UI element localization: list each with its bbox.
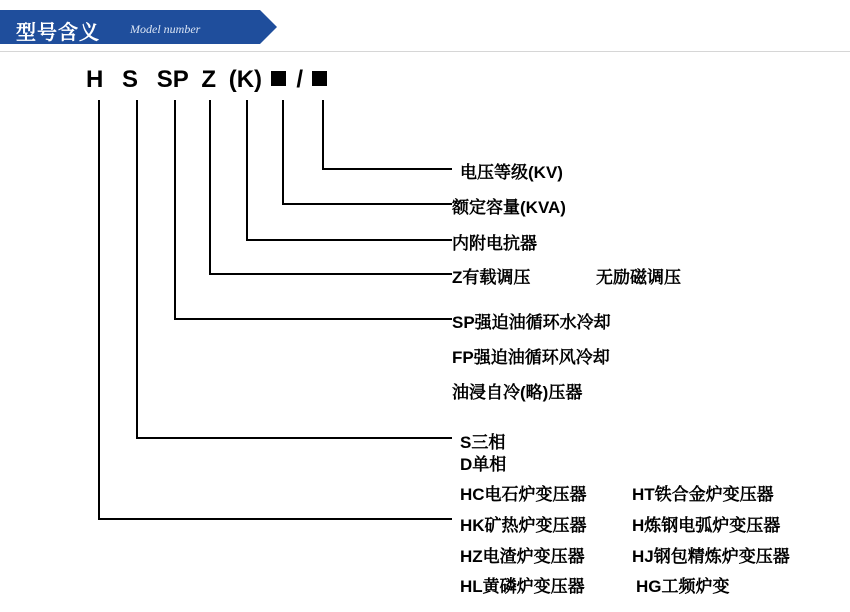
page-header [0,0,850,52]
code-char-z: Z [201,66,217,93]
label-hj-ladle-refining-furnace: HJ钢包精炼炉变压器 [632,547,790,566]
label-hk-ore-furnace: HK矿热炉变压器 [460,516,587,535]
label-rated-capacity: 额定容量(KVA) [452,198,566,217]
leader-line-cooling-vertical [174,100,176,318]
label-hl-phosphorus-furnace: HL黄磷炉变压器 [460,577,585,596]
leader-line-reactor-vertical [246,100,248,239]
leader-line-tapchanger-horizontal [209,273,452,275]
label-no-excitation-tap: 无励磁调压 [596,268,681,287]
label-hc-carbide-furnace: HC电石炉变压器 [460,485,587,504]
leader-line-voltage-horizontal [322,168,452,170]
code-char-k: (K) [228,66,263,93]
label-oil-immersed-self-cool: 油浸自冷(略)压器 [452,383,583,402]
header-divider [0,51,850,52]
code-square-capacity [271,71,286,86]
label-hz-electroslag-furnace: HZ电渣炉变压器 [460,547,585,566]
label-s-three-phase: S三相 [460,433,506,452]
leader-line-furnace-vertical [98,100,100,518]
label-on-load-tap: Z有载调压 [452,268,531,287]
code-square-voltage [312,71,327,86]
label-built-in-reactor: 内附电抗器 [452,234,537,253]
label-hg-power-frequency-furnace: HG工频炉变 [636,577,730,596]
leader-line-capacity-horizontal [282,203,452,205]
label-ht-ferroalloy-furnace: HT铁合金炉变压器 [632,485,774,504]
code-char-h: H [86,66,104,93]
leader-line-furnace-horizontal [98,518,452,520]
leader-line-voltage-vertical [322,100,324,168]
label-voltage-level: 电压等级(KV) [460,163,563,182]
code-char-s: S [122,66,139,93]
leader-line-capacity-vertical [282,100,284,203]
label-fp-forced-oil-air: FP强迫油循环风冷却 [452,348,610,367]
leader-line-tapchanger-vertical [209,100,211,273]
label-sp-forced-oil-water: SP强迫油循环水冷却 [452,313,611,332]
code-char-sp: SP [156,66,189,93]
leader-line-cooling-horizontal [174,318,452,320]
leader-line-phase-horizontal [136,437,452,439]
page-title: 型号含义 [16,22,100,44]
leader-line-phase-vertical [136,100,138,437]
label-h-arc-furnace: H炼钢电弧炉变压器 [632,516,781,535]
code-slash: / [296,66,304,93]
page-subtitle: Model number [130,22,201,36]
label-d-single-phase: D单相 [460,455,507,474]
model-code-row [86,66,329,94]
leader-line-reactor-horizontal [246,239,452,241]
